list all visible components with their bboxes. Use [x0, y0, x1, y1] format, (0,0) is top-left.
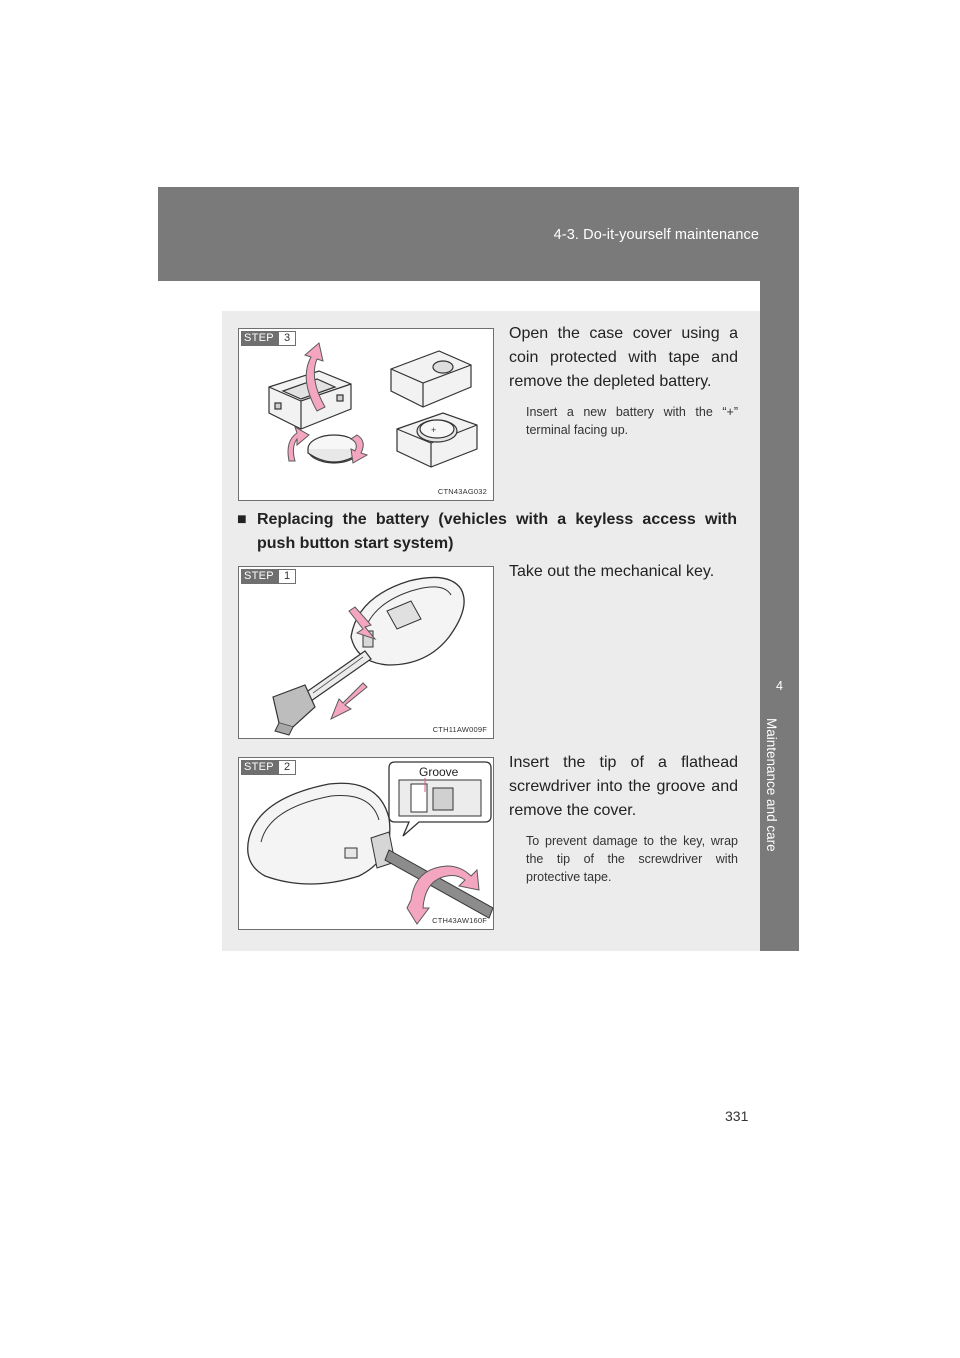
chapter-label: Maintenance and care — [764, 718, 779, 852]
chapter-number: 4 — [776, 679, 783, 693]
figure-step-2 — [238, 757, 494, 930]
screwdriver-groove-illustration — [239, 758, 493, 932]
step-badge — [241, 331, 296, 346]
step-word: STEP — [241, 760, 278, 775]
step-3-instruction: Open the case cover using a coin protected with tape and remove the depleted battery. — [509, 325, 738, 390]
section-heading — [237, 508, 737, 556]
header-band — [158, 187, 799, 281]
section-title: 4-3. Do-it-yourself maintenance — [553, 227, 759, 243]
key-case-open-illustration — [239, 329, 493, 500]
step-badge — [241, 569, 296, 584]
page-number: 331 — [725, 1108, 749, 1124]
figure-step-1 — [238, 566, 494, 739]
svg-text:+: + — [431, 425, 437, 435]
figure-step-3 — [238, 328, 494, 501]
figure-code: CTN43AG032 — [437, 487, 487, 496]
step-number: 3 — [278, 331, 296, 346]
heading-bullet: ■ — [237, 511, 247, 528]
step-2-instruction: Insert the tip of a flathead screwdriver into the groove and remove the cover. — [509, 754, 738, 819]
figure-code: CTH11AW009F — [432, 725, 487, 734]
step-badge — [241, 760, 296, 775]
step-1-instruction: Take out the mechanical key. — [509, 563, 715, 580]
mechanical-key-removal-illustration — [239, 567, 493, 738]
step-word: STEP — [241, 331, 278, 346]
step-3-note: Insert a new battery with the “+” terminal facing up. — [526, 405, 738, 437]
step-word: STEP — [241, 569, 278, 584]
step-2-note: To prevent damage to the key, wrap the tip of the screwdriver with protective tape. — [526, 834, 738, 884]
step-number: 1 — [278, 569, 296, 584]
heading-text: Replacing the battery (vehicles with a keyless access with push button start system) — [257, 511, 737, 552]
groove-callout-label: Groove — [419, 765, 459, 779]
figure-code: CTH43AW160F — [432, 916, 487, 925]
step-number: 2 — [278, 760, 296, 775]
